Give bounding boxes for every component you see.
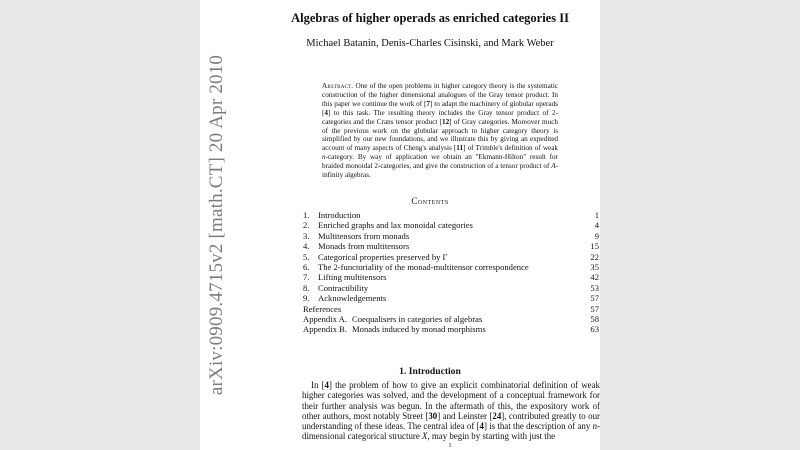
toc-entry-number: 1. [303,210,310,220]
abstract [322,82,558,180]
toc-entry-page: 4 [594,220,599,231]
table-of-contents [303,210,599,335]
toc-entry-number: 3. [303,230,310,241]
toc-entry[interactable] [303,252,599,262]
toc-entry-label: References [303,303,342,314]
toc-entry-number: 8. [303,282,310,293]
toc-entry-number: 4. [303,241,310,252]
contents-heading: Contents [411,196,449,206]
paper-title: Algebras of higher operads as enriched categories II [291,11,569,25]
toc-entry-label: The 2-functoriality of the monad-multitensor correspondence [318,261,529,272]
toc-entry-label: Monads induced by monad morphisms [352,324,486,335]
toc-entry[interactable] [303,241,599,251]
toc-entry-number: 5. [303,251,310,262]
toc-entry-page: 58 [590,313,599,324]
toc-entry-label: Acknowledgements [318,293,387,304]
toc-entry-page: 9 [594,230,599,241]
toc-entry[interactable] [303,262,599,272]
toc-entry-page: 22 [590,251,599,262]
abstract-label: Abstract. [322,82,354,90]
toc-entry-number: 7. [303,272,310,283]
toc-entry-page: 42 [590,272,599,283]
toc-entry[interactable] [303,220,599,230]
toc-entry[interactable] [303,324,599,334]
toc-entry-label: Introduction [318,210,361,220]
toc-entry-page: 35 [590,261,599,272]
toc-entry[interactable] [303,272,599,282]
abstract-text: One of the open problems in higher category theory is the systematic construction of the higher dimensional analogues of the Gray tensor product. In this paper we continue the work of [7] to adapt the machinery of globular operads [4] to this task. The resulting theory includes the Gray tensor product of 2-categories and the Crans tensor product [12] of Gray categories. Moreover much of the previous work on the globular approach to higher category theory is simplified by our new foundations, and we illustrate this by giving an expedited account of many aspects of Cheng's analysis [11] of Trimble's definition of weak n-category. By way of application we obtain an "Ekmann-Hilton" result for braided monoidal 2-categories, and give the construction of a tensor product of A-infinity algebras. [322,82,559,180]
toc-entry-number: 2. [303,220,310,231]
toc-entry[interactable] [303,304,599,314]
intro-paragraph: In [4] the problem of how to give an explicit combinatorial definition of weak higher categories was solved, and the development of a conceptual framework for their further analysis was begun. In the aftermath of this, the expository work of other authors, most notably Street [30] and Leinster [24], contributed greatly to our understanding of these ideas. The central idea of [4] is that the description of any n-dimensional categorical structure X, may begin by starting with just the [302,380,600,442]
toc-entry[interactable] [303,293,599,303]
toc-entry-label: Monads from multitensors [318,241,410,252]
arxiv-id: arXiv:0909.4715v2 [math.CT] 20 Apr 2010 [206,54,228,396]
toc-entry-number: 9. [303,293,310,304]
toc-entry-label: Multitensors from monads [318,230,410,241]
toc-entry-page: 15 [590,241,599,252]
toc-entry-number: 6. [303,261,310,272]
toc-entry-number: Appendix B. [303,324,347,335]
toc-entry-page: 53 [590,282,599,293]
toc-entry-page: 63 [590,324,599,335]
toc-entry-label: Enriched graphs and lax monoidal categories [318,220,473,231]
toc-entry-page: 1 [594,210,599,220]
toc-entry[interactable] [303,314,599,324]
toc-entry-label: Coequalisers in categories of algebras [352,313,483,324]
section-heading: 1. Introduction [399,366,461,377]
toc-entry[interactable] [303,231,599,241]
toc-entry[interactable] [303,210,599,220]
toc-entry-number: Appendix A. [303,313,347,324]
page-number: 1 [448,443,452,449]
toc-entry-label: Categorical properties preserved by Γ [318,251,448,262]
toc-entry-page: 57 [590,293,599,304]
toc-entry[interactable] [303,283,599,293]
paper-authors: Michael Batanin, Denis-Charles Cisinski, and Mark Weber [306,38,554,49]
toc-entry-label: Lifting multitensors [318,272,387,283]
toc-entry-page: 57 [590,303,599,314]
arxiv-stamp [200,0,234,450]
toc-entry-label: Contractibility [318,282,369,293]
